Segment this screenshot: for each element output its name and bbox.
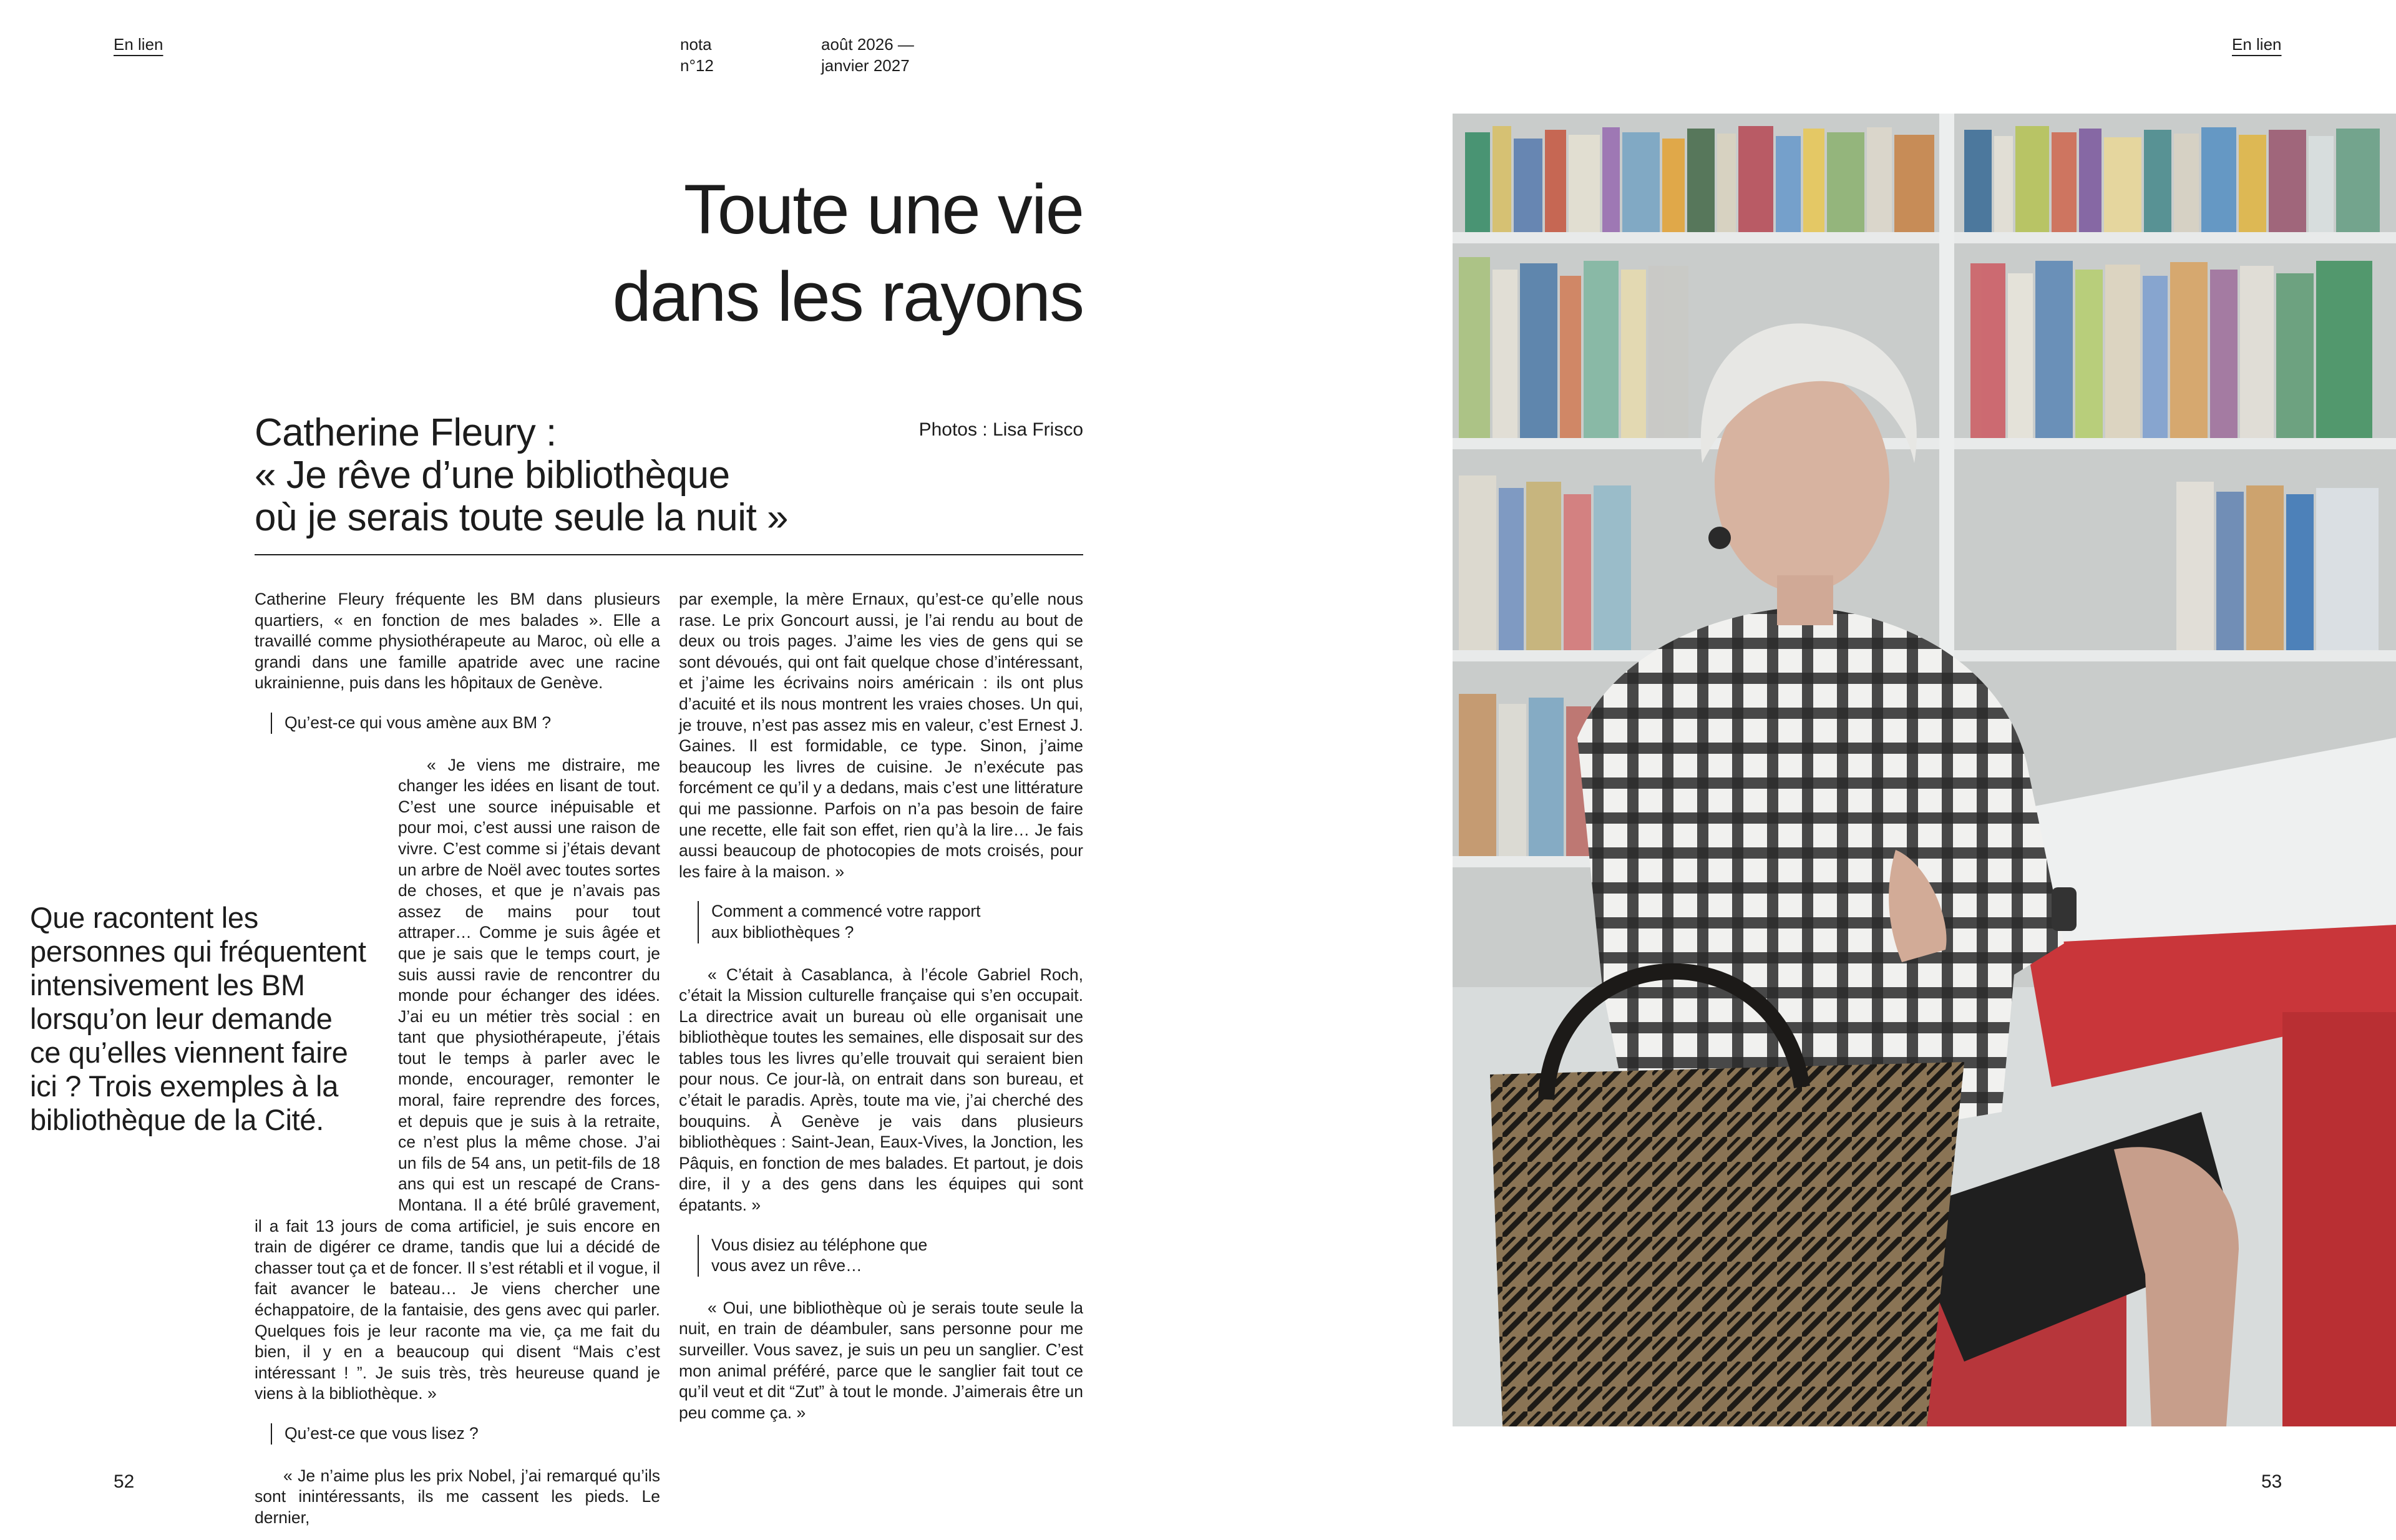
title-line-1: Toute une vie (683, 170, 1083, 248)
subtitle-line-3: où je serais toute seule la nuit » (255, 496, 788, 539)
magazine-name (680, 34, 714, 76)
title-divider (255, 554, 1083, 555)
issue-number: n°12 (680, 56, 714, 75)
answer-paragraph: « Je n’aime plus les prix Nobel, j’ai remarqué qu’ils sont inintéressants, ils me cassent les pieds. Le dernier, (255, 1466, 660, 1527)
photo-credit: Photos : Lisa Frisco (918, 419, 1083, 440)
interview-question: Qu’est-ce qui vous amène aux BM ? (271, 713, 660, 734)
section-link-left[interactable]: En lien (114, 35, 163, 54)
intro-paragraph: Catherine Fleury fréquente les BM dans plusieurs quartiers, « en fonction de mes balades ». Elle a travaillé comme physiothérapeute au Maroc, où elle a grandi dans une famille apatride avec une racine ukrainienne, puis dans les hôpitaux de Genève. (255, 590, 660, 693)
title-line-2: dans les rayons (612, 258, 1083, 336)
period-start: août 2026 — (821, 35, 914, 54)
article-title (613, 166, 1083, 341)
answer-paragraph: « Oui, une bibliothèque où je serais toute seule la nuit, en train de déambuler, sans personne pour me surveiller. Vous savez, je suis un peu un sanglier. C’est mon animal préféré, parce que le sanglier fait tout ce qu’il veut et dit “Zut” à tout le monde. J’aimerais être un peu comme ça. » (679, 1298, 1083, 1422)
section-link-right[interactable]: En lien (2232, 35, 2282, 54)
subtitle-line-2: « Je rêve d’une bibliothèque (255, 454, 730, 497)
text-column-2 (679, 589, 1083, 1423)
interview-question: Comment a commencé votre rapport aux bibliothèques ? (698, 901, 1011, 943)
answer-paragraph: « Je viens me distraire, me changer les idées en lisant de tout. C’est une source inépuisable et pour moi, c’est aussi une raison de vivre. C’est comme si j’étais devant un arbre de Noël avec toutes sortes de choses, et que je n’avais pas assez de mains pour tout attraper… Comme je suis âgée et que je sais que le temps court, je suis aussi ravie de rencontrer du monde pour échanger des idées. J’ai eu un métier très social : en tant que physiothérapeute, j’étais tout le temps à parler avec le monde, encourager, remonter le moral, faire reprendre des forces, et depuis que je suis à la retraite, ce n’est plus la même chose. J’ai un fils de 54 ans, un petit-fils de 18 ans qui est un rescapé de Crans-Montana. Il a été brûlé gravement, il a fait 13 jours de coma artificiel, je suis encore en train de digérer ce drame, tandis que lui a décidé de chasser tout ça et de foncer. Il s’est rétabli et il vogue, il fait avancer le bateau… Je viens chercher une échappatoire, de la fantaisie, des gens avec qui parler. Quelques fois je leur raconte ma vie, ça me fait du bien, il y en a beaucoup qui disent “Mais c’est intéressant ! ”. Je suis très, très heureuse quand je viens à la bibliothèque. » (255, 755, 660, 1403)
text-column-1 (255, 589, 660, 1528)
issue-period (821, 34, 914, 76)
interview-question: Qu’est-ce que vous lisez ? (271, 1423, 660, 1445)
answer-paragraph: « C’était à Casablanca, à l’école Gabriel Roch, c’était la Mission culturelle française qui s’en occupait. La directrice avait un bureau où elle organisait une bibliothèque toutes les semaines, elle disposait sur des tables tous les livres qu’elle trouvait qui seraient bien pour nous. Ce jour-là, on entrait dans son bureau, et c’était le paradis. Après, toute ma vie, j’ai cherché des bouquins. À Genève je vais dans plusieurs bibliothèques : Saint-Jean, Eaux-Vives, la Jonction, les Pâquis, en fonction de mes balades. Et partout, je dois dire, il y a des gens dans les équipes qui sont épatants. » (679, 965, 1083, 1215)
magazine-title: nota (680, 35, 712, 54)
portrait-photo (1453, 114, 2396, 1426)
interview-question: Vous disiez au téléphone que vous avez un rêve… (698, 1235, 936, 1277)
subtitle-line-1: Catherine Fleury : (255, 411, 557, 454)
page-number-right: 53 (2261, 1471, 2282, 1492)
library-portrait-illustration (1453, 114, 2396, 1426)
lede-text: Que racontent les personnes qui fréquentent intensivement les BM lorsqu’on leur demande ce qu’elles viennent faire ici ? Trois exemples à la bibliothèque de la Cité. (30, 901, 366, 1136)
article-subtitle (255, 412, 788, 539)
page-number-left: 52 (114, 1471, 135, 1492)
text-wrap-spacer (255, 881, 398, 1199)
period-end: janvier 2027 (821, 56, 910, 75)
answer-paragraph: par exemple, la mère Ernaux, qu’est-ce qu’elle nous rase. Le prix Goncourt aussi, je l’ai rendu au bout de deux ou trois pages. J’aime les vies de gens qui se sont dévoués, qui ont fait quelque chose d’intéressant, et j’aime les écrivains noirs américain : ils ont plus d’acuité et ils nous montrent les vraies choses. Un qui, je trouve, n’est pas assez mis en valeur, c’est Ernest J. Gaines. Il est formidable, ce type. Sinon, j’aime beaucoup les livres de cuisine. Je n’exécute pas forcément ce qu’il y a dedans, mais c’est une littérature qui me passionne. Parfois on n’a pas besoin de faire une recette, elle fait son effet, rien qu’à la lire… Je fais aussi beaucoup de photocopies de mots croisés, pour les faire à la maison. » (679, 590, 1083, 881)
